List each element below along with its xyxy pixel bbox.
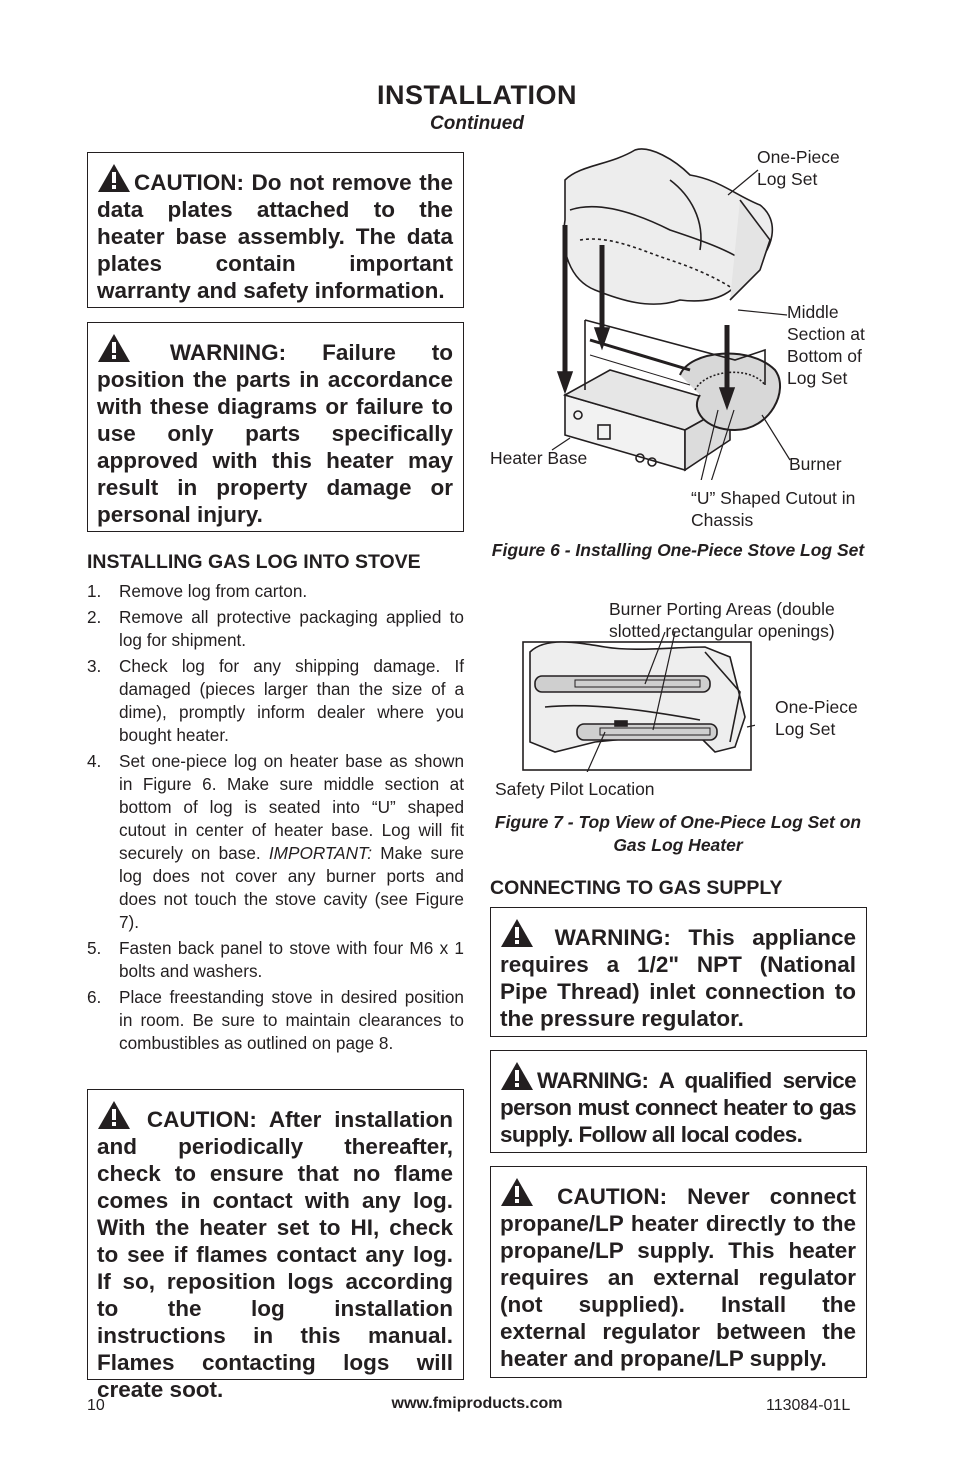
website-link[interactable]: www.fmiproducts.com [391, 1395, 563, 1412]
installation-steps-list [87, 580, 464, 1058]
page-number: 10 [87, 1397, 105, 1414]
figure-6-caption: Figure 6 - Installing One-Piece Stove Log Set [491, 540, 865, 560]
page-title: INSTALLATION [377, 80, 577, 110]
label-burner-porting-areas: Burner Porting Areas (double slotted rectangular openings) [609, 599, 835, 641]
warning-box-positioning [87, 322, 464, 532]
warning-triangle-icon [97, 333, 131, 363]
label-one-piece-log-set: One-Piece Log Set [757, 147, 840, 189]
list-item: 2. Remove all protective packaging applied to log for shipment. [87, 607, 464, 650]
caution-box-data-plates [87, 152, 464, 308]
list-item: 1. Remove log from carton. [87, 581, 308, 601]
caution-text: CAUTION: After installation and periodically thereafter, check to ensure that no flame comes in contact with any log. With the heater set to HI, check to see if flames contact any log. If so, reposition logs according to the log installation instructions in this manual. Flames contacting logs will create soot. [97, 1107, 453, 1402]
figure-7-caption: Figure 7 - Top View of One-Piece Log Set on Gas Log Heater [494, 812, 862, 855]
warning-text: WARNING: Failure to position the parts in accordance with these diagrams or failure to use only parts specifically approved with this heater may result in property damage or personal injury. [97, 340, 453, 527]
label-burner: Burner [789, 454, 842, 474]
caution-box-propane [490, 1166, 867, 1378]
warning-triangle-icon [97, 163, 131, 193]
caution-box-flame-contact [87, 1089, 464, 1402]
warning-triangle-icon [500, 1061, 534, 1091]
label-u-shaped-cutout: “U” Shaped Cutout in Chassis [691, 488, 856, 530]
section-heading-gas-supply: CONNECTING TO GAS SUPPLY [490, 877, 783, 899]
warning-text: WARNING: This appliance requires a 1/2" NPT (National Pipe Thread) inlet connection to the pressure regulator. [500, 925, 856, 1031]
warning-triangle-icon [97, 1100, 131, 1130]
list-item: 6. Place freestanding stove in desired position in room. Be sure to maintain clearances to combustibles as outlined on page 8. [87, 987, 464, 1053]
label-safety-pilot: Safety Pilot Location [495, 779, 655, 799]
list-item: 5. Fasten back panel to stove with four M6 x 1 bolts and washers. [87, 938, 464, 981]
document-number: 113084-01L [766, 1397, 851, 1414]
label-one-piece-log-set-top: One-Piece Log Set [775, 697, 858, 739]
warning-triangle-icon [500, 918, 534, 948]
warning-box-npt [490, 907, 867, 1037]
figure-7-diagram [515, 632, 755, 772]
label-heater-base: Heater Base [490, 448, 588, 468]
page-subtitle: Continued [430, 113, 524, 134]
list-item: 3. Check log for any shipping damage. If damaged (pieces larger than the size of a dime), promptly inform dealer where you bought heater. [87, 656, 464, 745]
warning-triangle-icon [500, 1177, 534, 1207]
warning-box-qualified-person [490, 1050, 867, 1153]
warning-text: WARNING: A qualified service person must connect heater to gas supply. Follow all local codes. [500, 1068, 856, 1147]
caution-text: CAUTION: Do not remove the data plates attached to the heater base assembly. The data plates contain important warranty and safety information. [97, 170, 453, 303]
label-middle-section: Middle Section at Bottom of Log Set [787, 302, 865, 388]
list-item: 4. Set one-piece log on heater base as shown in Figure 6. Make sure middle section at bottom of log is seated into “U” shaped cutout in center of heater base. Log will fit securely on base. IMPORTANT: Make sure log does not cover any burner ports and does not touch the stove cavity (see Figure 7). [87, 751, 464, 932]
caution-text: CAUTION: Never connect propane/LP heater directly to the propane/LP supply. This heater requires an external regulator (not supplied). Install the external regulator between the heater and propane/LP supply. [500, 1184, 856, 1371]
section-heading-installing: INSTALLING GAS LOG INTO STOVE [87, 551, 421, 573]
